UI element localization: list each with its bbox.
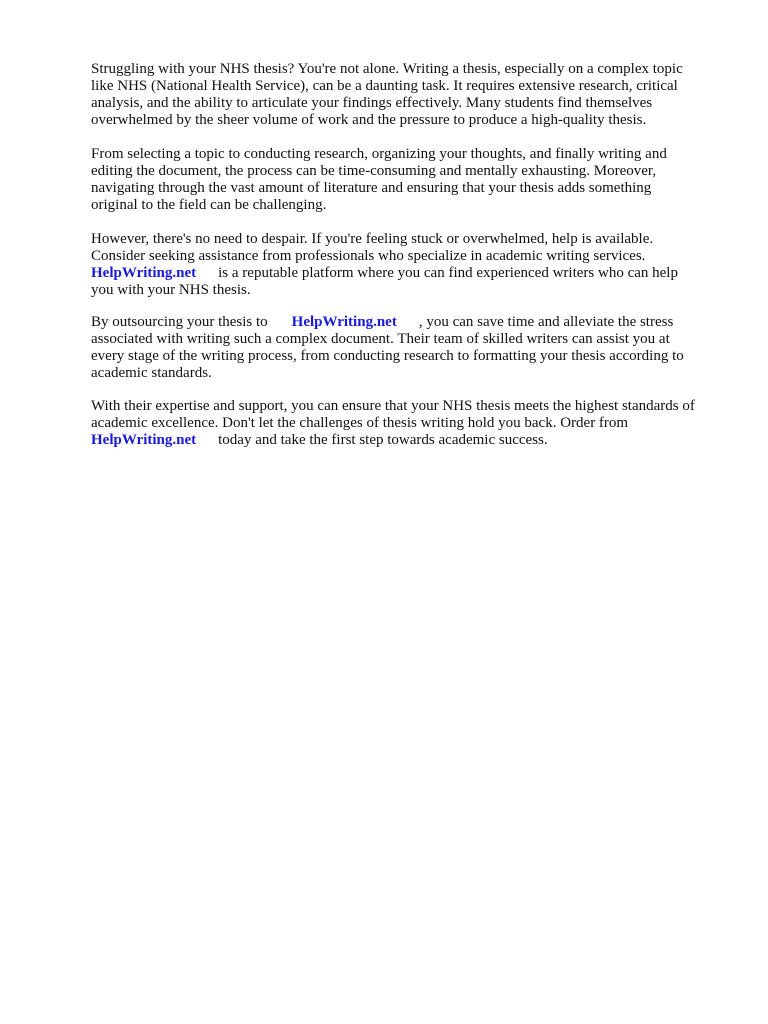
text-line: With their expertise and support, you can ensure that your NHS thesis meets the highest standards of — [91, 398, 695, 414]
text-fragment: By outsourcing your thesis to — [91, 314, 268, 330]
helpwriting-link-3[interactable]: HelpWriting.net — [91, 432, 197, 448]
text-line: Struggling with your NHS thesis? You're not alone. Writing a thesis, especially on a complex topic — [91, 61, 683, 77]
text-line: However, there's no need to despair. If you're feeling stuck or overwhelmed, help is available. — [91, 231, 654, 247]
text-line: editing the document, the process can be time-consuming and mentally exhausting. Moreover, — [91, 163, 657, 179]
text-fragment: today and take the first step towards academic success. — [218, 432, 548, 448]
text-fragment: , you can save time and alleviate the stress — [418, 314, 674, 330]
text-line-with-link — [91, 314, 751, 331]
paragraph-process — [91, 146, 751, 214]
text-line: associated with writing such a complex document. Their team of skilled writers can assist you at — [91, 331, 670, 347]
text-line: navigating through the vast amount of literature and ensuring that your thesis adds something — [91, 180, 652, 196]
text-line: academic standards. — [91, 365, 212, 381]
paragraph-help — [91, 231, 751, 299]
text-line: original to the field can be challenging. — [91, 197, 327, 213]
text-line: like NHS (National Health Service), can be a daunting task. It requires extensive research, critical — [91, 78, 678, 94]
text-line: overwhelmed by the sheer volume of work and the pressure to produce a high-quality thesis. — [91, 112, 647, 128]
paragraph-outsourcing — [91, 314, 751, 382]
text-fragment: is a reputable platform where you can find experienced writers who can help — [218, 265, 678, 281]
text-line: Consider seeking assistance from professionals who specialize in academic writing services. — [91, 248, 646, 264]
paragraph-intro — [91, 61, 751, 129]
text-line: academic excellence. Don't let the challenges of thesis writing hold you back. Order from — [91, 415, 629, 431]
helpwriting-link-1[interactable]: HelpWriting.net — [91, 265, 197, 281]
text-line: every stage of the writing process, from conducting research to formatting your thesis according to — [91, 348, 684, 364]
paragraph-conclusion — [91, 398, 751, 449]
text-line: From selecting a topic to conducting research, organizing your thoughts, and finally writing and — [91, 146, 667, 162]
text-line: you with your NHS thesis. — [91, 282, 251, 298]
text-line-with-link — [91, 432, 751, 449]
text-line-with-link — [91, 265, 751, 282]
helpwriting-link-2[interactable]: HelpWriting.net — [291, 314, 397, 330]
text-line: analysis, and the ability to articulate your findings effectively. Many students find themselves — [91, 95, 653, 111]
